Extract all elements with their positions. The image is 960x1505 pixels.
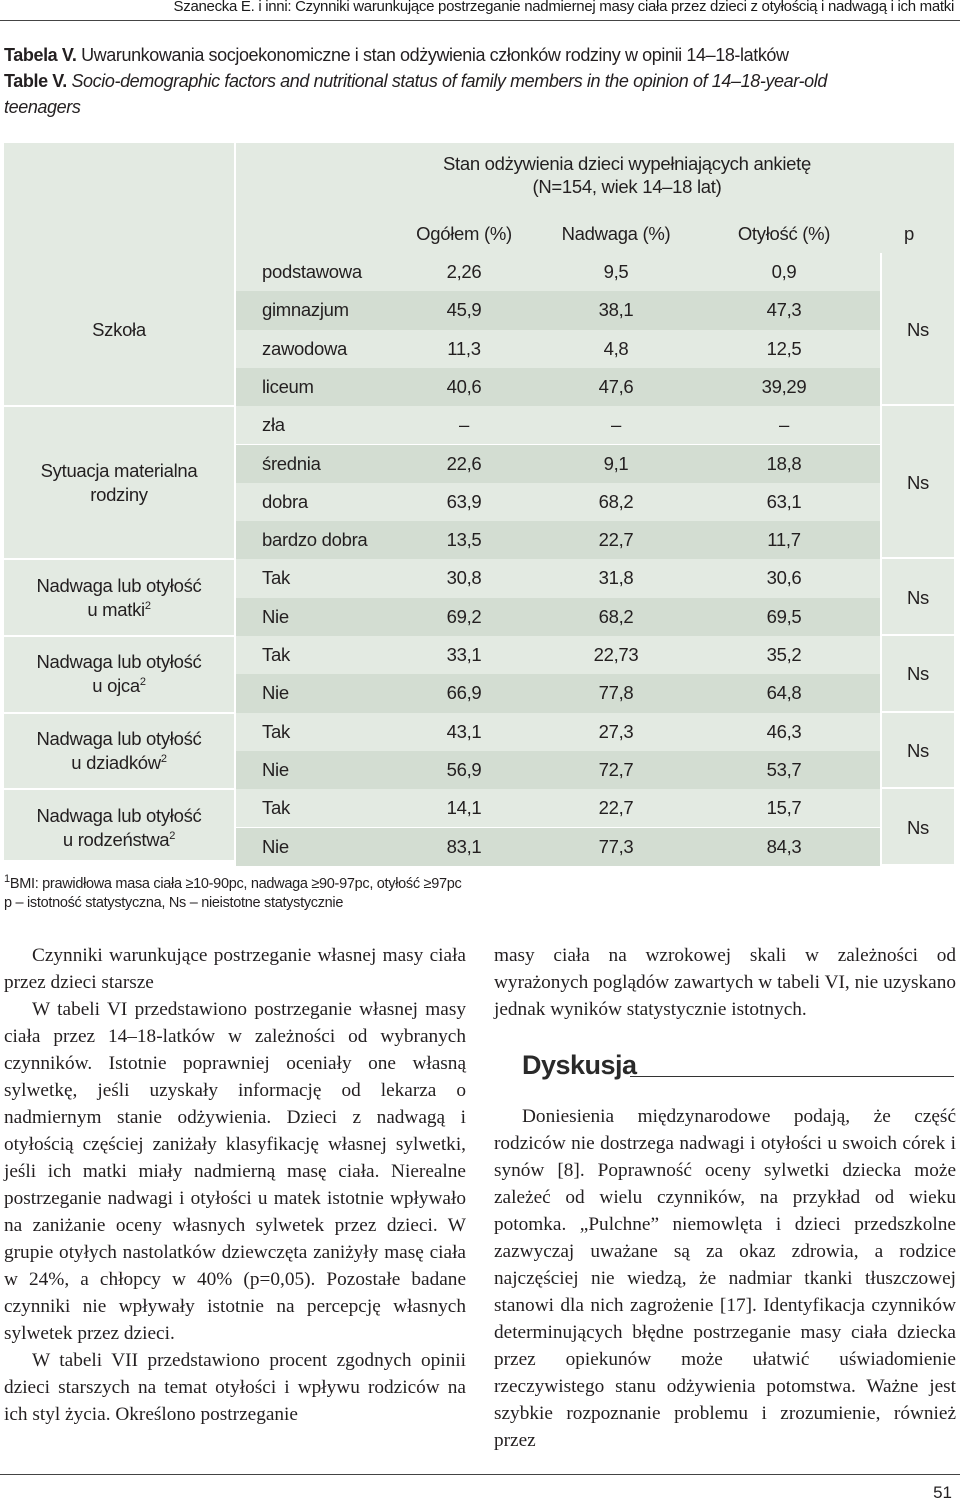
- group-label-text: u matki: [87, 598, 145, 620]
- table-cell: 72,7: [598, 758, 634, 780]
- footnote-ref: 2: [144, 599, 151, 612]
- table-cell: 22,7: [598, 797, 634, 819]
- group-label-text: rodziny: [90, 483, 148, 505]
- table-cell: 56,9: [446, 758, 482, 780]
- caption-title-pl: Uwarunkowania socjoekonomiczne i stan odżywienia członków rodziny w opinii 14–18-latków: [81, 45, 789, 65]
- group-label-line: [4, 318, 234, 342]
- group-separator: [4, 635, 234, 637]
- row-label: Nie: [262, 605, 289, 627]
- table-cell: 18,8: [766, 452, 802, 474]
- footnote-ref: 2: [139, 676, 146, 689]
- table-cell: 30,8: [446, 567, 482, 589]
- table-cell: 14,1: [446, 797, 482, 819]
- table-cell: 13,5: [446, 529, 482, 551]
- table-cell: 63,9: [446, 490, 482, 512]
- group-label-text: Nadwaga lub otyłość: [36, 727, 202, 749]
- table-cell: 68,2: [598, 605, 634, 627]
- table-caption-en: [4, 69, 954, 93]
- table-cell: 68,2: [598, 490, 634, 512]
- group-separator: [4, 865, 234, 867]
- table-cell: 83,1: [446, 835, 482, 857]
- paragraph: Doniesienia międzynarodowe podają, że część rodziców nie dostrzega nadwagi i otyłości u swoich córek i synów [8]. Poprawność oceny sylwetki dziecka może zależeć od wielu czynników, na przykład od wieku potomka. „Pulchne” niemowlęta i dzieci przedszkolne zazwyczaj uważane są za okaz zdrowia, a rodzice najczęściej nie wiedzą, że nadmiar tkanki tłuszczowej stanowi dla nich zagrożenie [17]. Identyfikacja czynników determinujących błędne postrzeganie masy ciała dziecka przez opiekunów może ułatwić uświadomienie rzeczywistego stanu odżywienia potomstwa. Ważne jest szybkie rozpoznanie problemu i zrozumienie, również przez: [494, 1106, 956, 1451]
- group-label-text: Nadwaga lub otyłość: [36, 804, 202, 826]
- table-cell: 46,3: [766, 720, 802, 742]
- section-heading: Czynniki warunkujące postrzeganie własnej masy ciała przez dzieci starsze: [4, 945, 466, 993]
- row-label: gimnazjum: [262, 299, 349, 321]
- caption-label-en: Table V.: [4, 71, 67, 91]
- table-cell: 64,8: [766, 682, 802, 704]
- paragraph: masy ciała na wzrokowej skali w zależności od wyrażonych poglądów zawartych w tabeli VI, nie uzyskano jednak wyników statystycznie istotnych.: [494, 945, 956, 1020]
- table-cell: 39,29: [761, 375, 807, 397]
- group-header-sub: (N=154, wiek 14–18 lat): [532, 176, 722, 197]
- table-cell: 45,9: [446, 299, 482, 321]
- group-label-text: u ojca: [92, 675, 140, 697]
- group-label-line: [4, 459, 234, 483]
- footnote-ref: 2: [160, 752, 167, 765]
- table-cell: 22,7: [598, 529, 634, 551]
- row-label: dobra: [262, 490, 308, 512]
- column-header: Nadwaga (%): [561, 223, 671, 244]
- row-label: liceum: [262, 375, 314, 397]
- row-label: zła: [262, 414, 285, 436]
- group-label-text: Nadwaga lub otyłość: [36, 574, 202, 596]
- table-cell: 9,5: [603, 261, 629, 282]
- row-label: Tak: [262, 720, 290, 742]
- table-cell: 40,6: [446, 375, 482, 397]
- table-cell: 31,8: [598, 567, 634, 589]
- footnote-bmi: [4, 875, 461, 894]
- data-table: [4, 143, 954, 860]
- caption-label-pl: Tabela V.: [4, 45, 77, 65]
- table-cell: 27,3: [598, 720, 634, 742]
- table-cell: 0,9: [771, 261, 797, 282]
- row-label: zawodowa: [262, 337, 348, 359]
- table-cell: 66,9: [446, 682, 482, 704]
- group-header: Stan odżywienia dzieci wypełniających ankietę: [442, 153, 812, 174]
- group-separator: [4, 558, 234, 560]
- table-cell: 9,1: [603, 452, 629, 474]
- group-label-text: Sytuacja materialna: [40, 459, 198, 481]
- header-rule: [0, 20, 960, 21]
- row-label: Nie: [262, 758, 289, 780]
- table-cell: 35,2: [766, 644, 802, 665]
- table-cell: –: [611, 414, 621, 436]
- table-cell: 53,7: [766, 758, 802, 780]
- table-cell: 69,5: [766, 605, 802, 627]
- group-separator: [4, 712, 234, 714]
- group-separator: [4, 788, 234, 790]
- table-cell: 84,3: [766, 835, 802, 857]
- caption-title-en-cont: teenagers: [4, 97, 81, 117]
- paragraph: W tabeli VII przedstawiono procent zgodnych opinii dzieci starszych na temat otyłości i wpływu rodziców na ich styl życia. Określono postrzeganie: [4, 1350, 466, 1425]
- p-value: Ns: [906, 318, 929, 340]
- page-number: 51: [933, 1483, 952, 1502]
- column-header: Otyłość (%): [737, 223, 831, 244]
- column-header: p: [904, 223, 914, 244]
- row-label: podstawowa: [262, 261, 362, 282]
- group-label-text: Nadwaga lub otyłość: [36, 651, 202, 673]
- body-column-left: [4, 942, 466, 1428]
- p-value: Ns: [906, 816, 929, 838]
- group-label-line: [4, 727, 234, 751]
- group-label-line: [4, 483, 234, 507]
- heading-rule: [630, 1076, 954, 1077]
- p-value: Ns: [906, 471, 929, 493]
- group-label-line: [4, 751, 234, 775]
- group-label-line: [4, 650, 234, 674]
- footnote-marker: 1: [4, 873, 10, 886]
- row-label: średnia: [262, 452, 321, 474]
- group-label-text: Szkoła: [92, 318, 146, 340]
- table-cell: 77,8: [598, 682, 634, 704]
- group-label-line: [4, 804, 234, 828]
- table-cell: 33,1: [446, 644, 482, 665]
- column-header: Ogółem (%): [416, 223, 512, 244]
- table-cell: 38,1: [598, 299, 634, 321]
- caption-title-en: Socio-demographic factors and nutritional status of family members in the opinion of 14–18-year-old: [71, 71, 827, 91]
- footnote-p: p – istotność statystyczna, Ns – nieistotne statystycznie: [4, 895, 344, 911]
- group-label-line: [4, 674, 234, 698]
- p-value: Ns: [906, 586, 929, 608]
- table-cell: –: [459, 414, 469, 436]
- table-cell: 11,3: [447, 337, 481, 359]
- row-label: bardzo dobra: [262, 529, 368, 551]
- row-label: Tak: [262, 644, 290, 665]
- table-cell: 69,2: [446, 605, 482, 627]
- table-cell: 43,1: [446, 720, 482, 742]
- table-cell: –: [779, 414, 789, 436]
- body-column-right: [494, 942, 956, 1023]
- footnote-ref: 2: [169, 829, 176, 842]
- group-label: [4, 650, 234, 698]
- p-value: Ns: [906, 663, 929, 685]
- table-cell: 2,26: [446, 261, 482, 282]
- table-cell: 22,73: [593, 644, 639, 665]
- group-label-text: u rodzeństwa: [62, 828, 170, 850]
- body-column-right-lower: [494, 1103, 956, 1454]
- table-cell: 47,6: [598, 375, 634, 397]
- table-caption-pl: [4, 43, 954, 67]
- table-cell: 30,6: [766, 567, 802, 589]
- group-label-line: [4, 574, 234, 598]
- table-cell: 11,7: [767, 529, 801, 551]
- p-value: Ns: [906, 739, 929, 761]
- group-label-text: u dziadków: [71, 751, 161, 773]
- footer-rule: [0, 1474, 960, 1475]
- group-label: [4, 574, 234, 622]
- footnote-bmi-text: BMI: prawidłowa masa ciała ≥10-90pc, nadwaga ≥90-97pc, otyłość ≥97pc: [9, 876, 462, 892]
- group-label: [4, 727, 234, 775]
- group-separator: [4, 405, 234, 407]
- table-cell: 22,6: [446, 452, 482, 474]
- table-cell: 47,3: [766, 299, 802, 321]
- table-cell: 77,3: [598, 835, 634, 857]
- group-label: [4, 804, 234, 852]
- row-label: Tak: [262, 797, 290, 819]
- table-cell: 12,5: [766, 337, 802, 359]
- table-cell: 15,7: [766, 797, 802, 819]
- row-label: Tak: [262, 567, 290, 589]
- paragraph: W tabeli VI przedstawiono postrzeganie własnej masy ciała przez 14–18-latków w zależności od wybranych czynników. Istotnie poprawniej oceniały one własną sylwetkę, jeśli uzyskały informację od lekarza o nadmiernym stanie odżywienia. Dzieci z nadwagą i otyłością częściej zaniżały klasyfikację własnej sylwetki, jeśli ich matki miały nadmierną masę ciała. Nierealne postrzeganie nadwagi i otyłości u matek istotnie wpływało na zaniżanie oceny własnych sylwetek przez dzieci. W grupie otyłych nastolatków dziewczęta zaniżyły masę ciała w 24%, a chłopcy w 40% (p=0,05). Pozostałe badane czynniki nie wpływały istotnie na percepcję własnych sylwetek przez dzieci.: [4, 999, 466, 1344]
- table-cell: 63,1: [766, 490, 802, 512]
- row-label: Nie: [262, 682, 289, 704]
- table-cell: 4,8: [603, 337, 629, 359]
- group-label: [4, 459, 234, 507]
- group-label-line: [4, 828, 234, 852]
- group-label: [4, 318, 234, 342]
- running-header: Szanecka E. i inni: Czynniki warunkujące postrzeganie nadmiernej masy ciała przez dzieci z otyłością i nadwagą i ich matki: [173, 0, 954, 15]
- discussion-heading: Dyskusja: [522, 1050, 637, 1080]
- group-label-line: [4, 598, 234, 622]
- row-label: Nie: [262, 835, 289, 857]
